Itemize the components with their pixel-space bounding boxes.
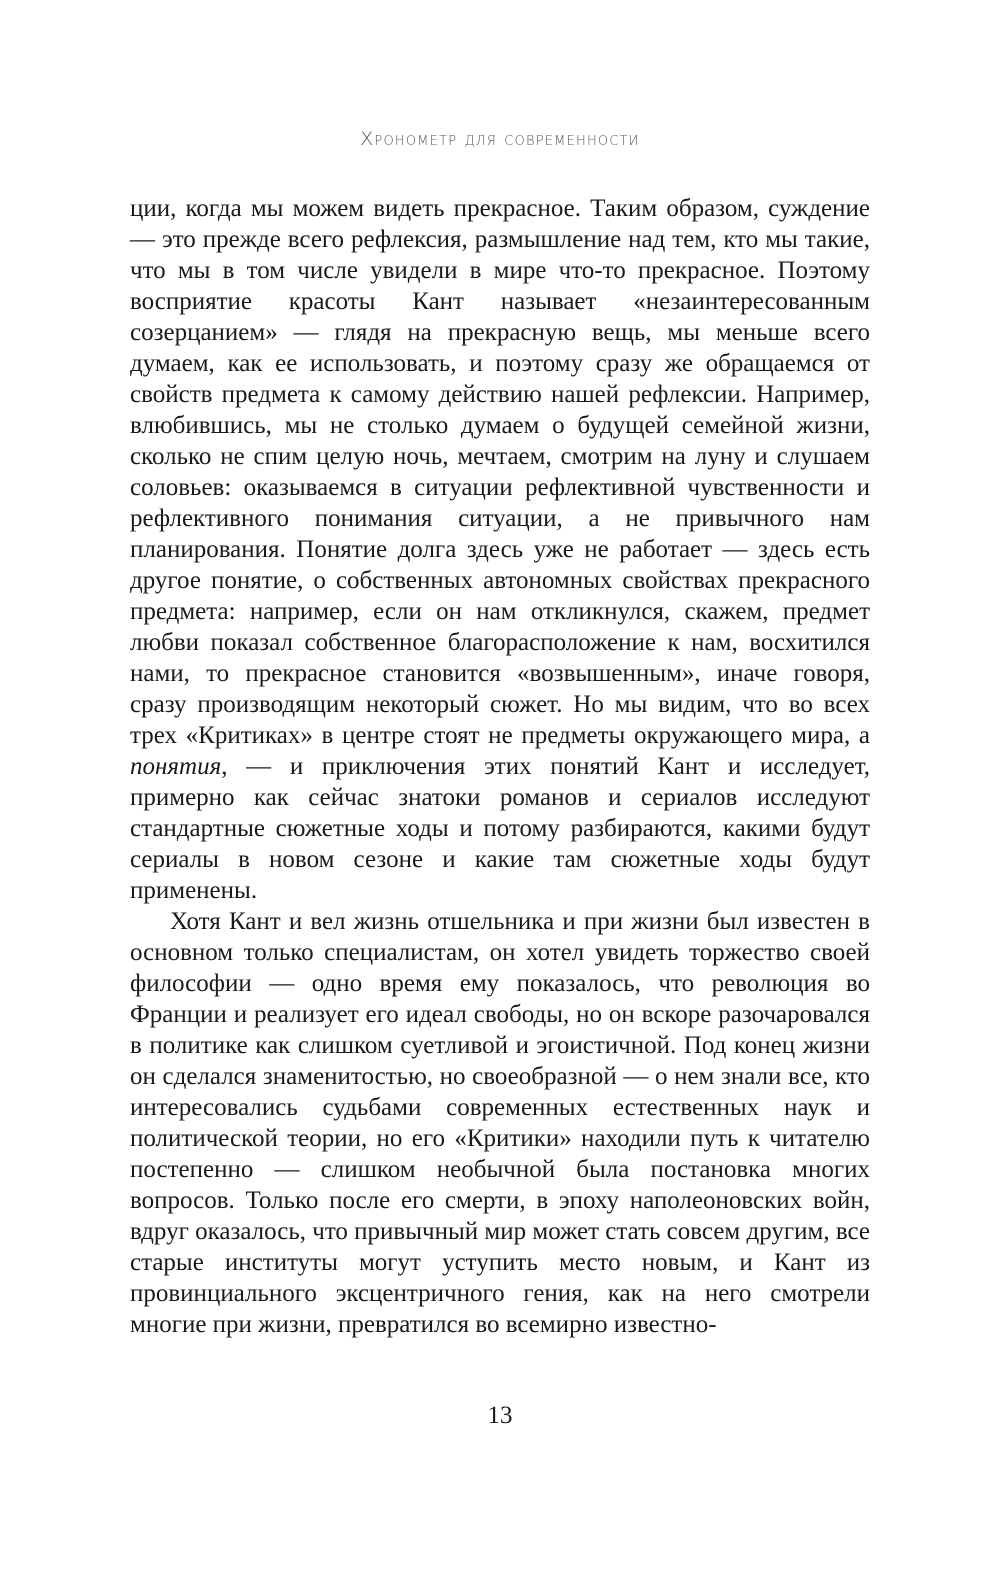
- paragraph-1-text-end: , — и приключения этих понятий Кант и исследует, примерно как сейчас знатоки романов и сериалов исследуют стандартные сюжетные ходы и потому разбираются, какими будут сериалы в новом сезоне и какие там сюжетные ходы будут применены.: [130, 753, 870, 904]
- running-header: Хронометр для современности: [360, 128, 640, 150]
- page-number: 13: [487, 1402, 513, 1429]
- paragraph-1: [130, 193, 870, 906]
- paragraph-1-text-start: ции, когда мы можем видеть прекрасное. Таким образом, суждение — это прежде всего рефлексия, размышление над тем, кто мы такие, что мы в том числе увидели в мире что-то прекрасное. Поэтому восприятие красоты Кант называет «незаинтересованным созерцанием» — глядя на прекрасную вещь, мы меньше всего думаем, как ее использовать, и поэтому сразу же обращаемся от свойств предмета к самому действию нашей рефлексии. Например, влюбившись, мы не столько думаем о будущей семейной жизни, сколько не спим целую ночь, мечтаем, смотрим на луну и слушаем соловьев: оказываемся в ситуации рефлективной чувственности и рефлективного понимания ситуации, а не привычного нам планирования. Понятие долга здесь уже не работает — здесь есть другое понятие, о собственных автономных свойствах прекрасного предмета: например, если он нам откликнулся, скажем, предмет любви показал собственное благорасположение к нам, восхитился нами, то прекрасное становится «возвышенным», иначе говоря, сразу производящим некоторый сюжет. Но мы видим, что во всех трех «Критиках» в центре стоят не предметы окружающего мира, а: [130, 195, 870, 749]
- body-text: [130, 193, 870, 1340]
- emphasis-term: понятия: [130, 753, 222, 780]
- paragraph-2: Хотя Кант и вел жизнь отшельника и при жизни был известен в основном только специалистам, он хотел увидеть торжество своей философии — одно время ему показалось, что революция во Франции и реализует его идеал свободы, но он вскоре разочаровался в политике как слишком суетливой и эгоистичной. Под конец жизни он сделался знаменитостью, но своеобразной — о нем знали все, кто интересовались судьбами современных естественных наук и политической теории, но его «Критики» находили путь к читателю постепенно — слишком необычной была постановка многих вопросов. Только после его смерти, в эпоху наполеоновских войн, вдруг оказалось, что привычный мир может стать совсем другим, все старые институты могут уступить место новым, и Кант из провинциального эксцентричного гения, как на него смотрели многие при жизни, превратился во всемирно известно-: [130, 908, 870, 1338]
